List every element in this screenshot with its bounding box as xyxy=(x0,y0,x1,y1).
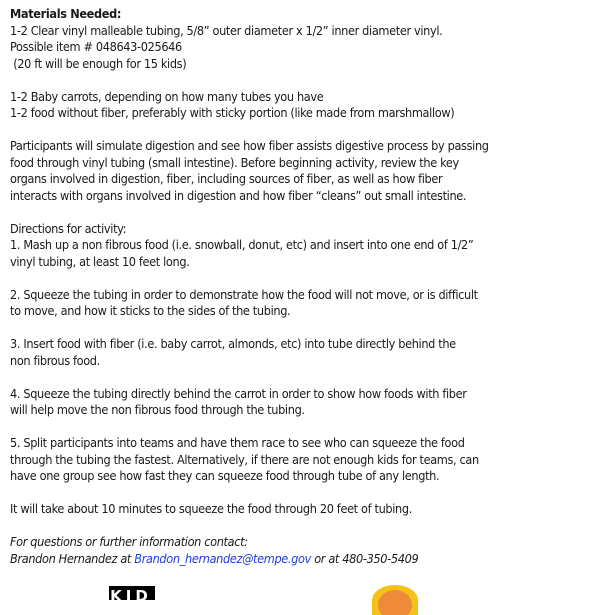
directions-heading: Directions for activity: xyxy=(10,220,127,236)
direction-step: 2. Squeeze the tubing in order to demonstrate how the food will not move, or is difficult xyxy=(10,286,478,302)
contact-heading: For questions or further information contact: xyxy=(10,534,248,549)
direction-step: to move, and how it sticks to the sides of the tubing. xyxy=(10,303,291,318)
materials-item: 1-2 food without fiber, preferably with sticky portion (like made from marshmallow) xyxy=(10,105,455,120)
kid-logo-text: KID xyxy=(110,587,152,600)
direction-step: 4. Squeeze the tubing directly behind the carrot in order to show how foods with fiber xyxy=(10,385,467,401)
materials-heading: Materials Needed: xyxy=(10,6,122,21)
document-page xyxy=(10,6,595,567)
intro-line: interacts with organs involved in digestion and how fiber “cleans” out small intestine. xyxy=(10,187,467,203)
contact-line xyxy=(10,551,595,568)
direction-step: 3. Insert food with fiber (i.e. baby carrot, almonds, etc) into tube directly behind the xyxy=(10,336,456,351)
duration-note: It will take about 10 minutes to squeeze the food through 20 feet of tubing. xyxy=(10,501,412,516)
direction-step: have one group see how fast they can squeeze food through tube of any length. xyxy=(10,468,440,483)
contact-prefix: Brandon Hernandez at xyxy=(10,550,135,566)
materials-line: 1-2 Clear vinyl malleable tubing, 5/8” outer diameter x 1/2” inner diameter vinyl. xyxy=(10,22,443,38)
kid-logo xyxy=(107,586,155,600)
intro-line: organs involved in digestion, fiber, including sources of fiber, as well as how fiber xyxy=(10,171,443,186)
orange-badge-logo xyxy=(372,585,418,615)
contact-suffix: or at 480-350-5409 xyxy=(310,550,419,566)
direction-step: 1. Mash up a non fibrous food (i.e. snowball, donut, etc) and insert into one end of 1/2” xyxy=(10,237,474,252)
direction-step: non fibrous food. xyxy=(10,352,100,368)
materials-line: Possible item # 048643-025646 xyxy=(10,39,182,54)
direction-step: through the tubing the fastest. Alternatively, if there are not enough kids for teams, can xyxy=(10,451,479,467)
direction-step: vinyl tubing, at least 10 feet long. xyxy=(10,253,190,269)
intro-line: Participants will simulate digestion and see how fiber assists digestive process by passing xyxy=(10,138,489,153)
intro-line: food through vinyl tubing (small intestine). Before beginning activity, review the key xyxy=(10,154,459,170)
contact-email-link[interactable]: Brandon_hernandez@tempe.gov xyxy=(134,550,311,566)
direction-step: 5. Split participants into teams and have them race to see who can squeeze the food xyxy=(10,435,465,450)
materials-item: 1-2 Baby carrots, depending on how many tubes you have xyxy=(10,88,324,104)
direction-step: will help move the non fibrous food through the tubing. xyxy=(10,402,305,417)
materials-line: (20 ft will be enough for 15 kids) xyxy=(10,55,187,71)
